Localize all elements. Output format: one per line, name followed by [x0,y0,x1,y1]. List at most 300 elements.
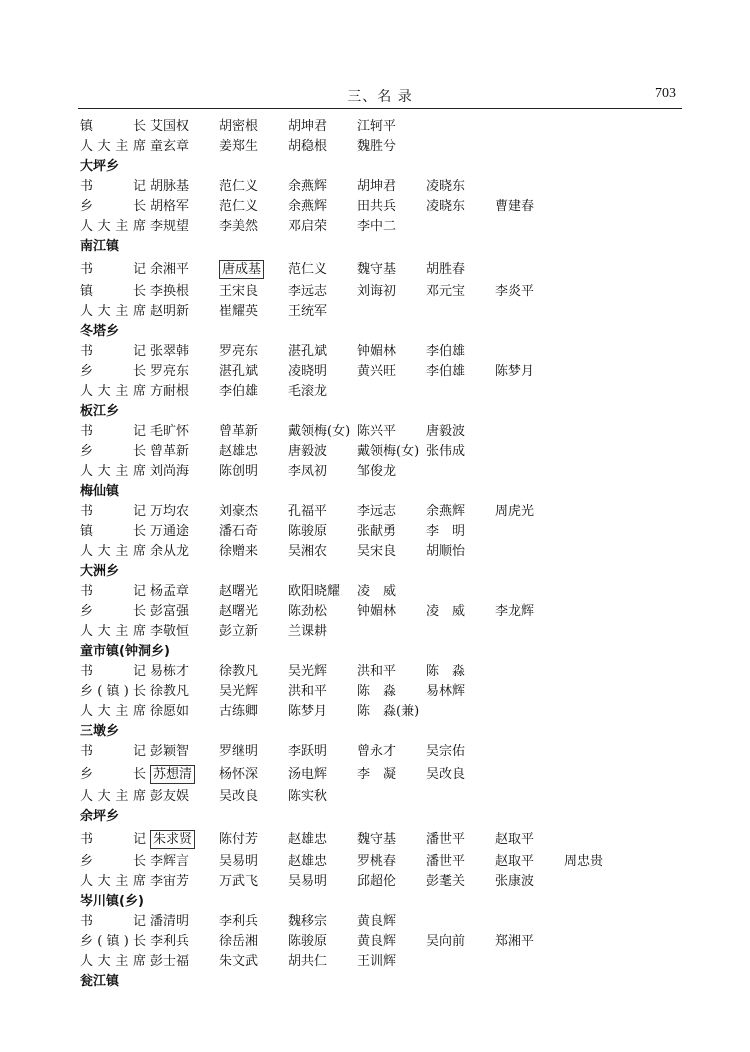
role-label: 书记 [80,344,146,359]
person-name [426,602,495,622]
person-name [426,762,495,787]
person-name [288,422,357,442]
name-text: 朱求贤 [150,830,195,849]
name-list [150,302,357,322]
name-text: 凌晓东 [426,179,466,194]
person-name [288,682,357,702]
person-name [495,852,564,872]
person-name [288,952,357,972]
person-name [357,502,426,522]
person-name [150,137,219,157]
name-list [150,217,426,237]
name-text: 徐愿如 [150,704,190,719]
person-name [219,177,288,197]
person-name [426,177,495,197]
person-name [357,952,426,972]
name-text: 钟媚林 [357,604,397,619]
role-label: 人大主席 [80,624,146,639]
person-name [219,582,288,602]
role-label: 乡长 [80,199,146,214]
name-text: 毛旷怀 [150,424,190,439]
name-list [150,382,357,402]
name-text: 彭立新 [219,624,259,639]
name-list [150,852,633,872]
person-name [564,852,633,872]
name-text: 湛孔斌 [219,364,259,379]
name-text: 赵曙光 [219,584,259,599]
name-text: 王训辉 [357,954,397,969]
person-name [219,522,288,542]
person-name [357,582,426,602]
person-name [219,502,288,522]
name-list [150,932,564,952]
name-text: 戴领梅(女) [357,444,420,459]
name-text: 陈 淼(兼) [357,704,420,719]
name-text: 陈骏原 [288,524,328,539]
name-text: 唐毅波 [426,424,466,439]
person-name [219,542,288,562]
name-list [150,622,357,642]
name-text: 李炎平 [495,284,535,299]
name-text: 凌 威 [426,604,466,619]
person-name [150,442,219,462]
person-name [150,662,219,682]
person-name [426,442,495,462]
person-name [288,342,357,362]
person-name [150,542,219,562]
name-text: 徐赠来 [219,544,259,559]
official-row [80,137,680,157]
name-text: 杨怀深 [219,767,259,782]
name-text: 毛滚龙 [288,384,328,399]
role-label: 人大主席 [80,219,146,234]
name-text: 万武飞 [219,874,259,889]
person-name [426,542,495,562]
name-text: 周忠贵 [564,854,604,869]
name-text: 徐岳湘 [219,934,259,949]
name-text: 李辉言 [150,854,190,869]
person-name [150,602,219,622]
role-label: 人大主席 [80,464,146,479]
person-name [219,952,288,972]
official-row [80,852,680,872]
name-list [150,742,495,762]
name-text: 吴宗佑 [426,744,466,759]
name-text: 赵取平 [495,832,535,847]
person-name [357,282,426,302]
person-name [426,522,495,542]
person-name [357,422,426,442]
person-name [219,602,288,622]
name-text: 崔耀英 [219,304,259,319]
person-name [288,762,357,787]
person-name [150,117,219,137]
name-text: 王统军 [288,304,328,319]
name-text: 张康波 [495,874,535,889]
name-text: 李中二 [357,219,397,234]
name-text: 彭耄关 [426,874,466,889]
town-heading: 板江乡 [80,404,120,419]
name-text: 潘石奇 [219,524,259,539]
official-row [80,952,680,972]
person-name [288,872,357,892]
person-name [357,762,426,787]
boxed-person-name [150,827,219,852]
role-label: 人大主席 [80,789,146,804]
person-name [426,852,495,872]
person-name [357,542,426,562]
person-name [150,912,219,932]
name-text: 胡顺怡 [426,544,466,559]
person-name [150,787,219,807]
name-list [150,137,426,157]
running-title: 三、名 录 [347,89,413,105]
name-text: 余燕辉 [426,504,466,519]
name-text: 湛孔斌 [288,344,328,359]
town-heading: 三墩乡 [80,724,120,739]
name-text: 陈创明 [219,464,259,479]
person-name [288,827,357,852]
person-name [357,702,426,722]
person-name [426,257,495,282]
person-name [426,502,495,522]
person-name [219,787,288,807]
person-name [150,217,219,237]
role-label: 乡(镇)长 [80,934,146,949]
name-text: 赵雄忠 [288,854,328,869]
person-name [288,932,357,952]
role-label: 镇长 [80,284,146,299]
person-name [288,137,357,157]
person-name [150,582,219,602]
person-name [150,362,219,382]
person-name [495,932,564,952]
role-label: 人大主席 [80,139,146,154]
official-row [80,602,680,622]
official-row [80,257,680,282]
name-text: 陈实秋 [288,789,328,804]
official-row [80,872,680,892]
person-name [288,462,357,482]
name-text: 汤电辉 [288,767,328,782]
person-name [219,912,288,932]
person-name [150,197,219,217]
name-text: 李换根 [150,284,190,299]
name-text: 洪和平 [357,664,397,679]
official-row [80,702,680,722]
person-name [219,382,288,402]
name-text: 古练卿 [219,704,259,719]
name-list [150,827,564,852]
name-text: 胡胜春 [426,262,466,277]
name-text: 李凤初 [288,464,328,479]
name-text: 罗亮东 [150,364,190,379]
name-text: 陈 淼 [426,664,466,679]
person-name [150,522,219,542]
person-name [288,117,357,137]
person-name [495,602,564,622]
name-text: 孔福平 [288,504,328,519]
name-text: 赵曙光 [219,604,259,619]
person-name [357,362,426,382]
person-name [357,932,426,952]
person-name [288,852,357,872]
name-text: 姜郑生 [219,139,259,154]
name-text: 唐成基 [219,260,264,279]
town-heading: 岑川镇(乡) [80,894,144,909]
person-name [219,742,288,762]
role-label: 镇长 [80,524,146,539]
name-text: 邓元宝 [426,284,466,299]
person-name [426,362,495,382]
name-text: 邱超伦 [357,874,397,889]
name-text: 范仁义 [288,262,328,277]
person-name [357,682,426,702]
official-row [80,382,680,402]
name-text: 陈劲松 [288,604,328,619]
person-name [219,762,288,787]
name-text: 吴易明 [219,854,259,869]
town-heading: 瓮江镇 [80,974,120,989]
name-text: 李 明 [426,524,466,539]
person-name [150,952,219,972]
name-text: 李宙芳 [150,874,190,889]
role-label: 乡长 [80,854,146,869]
name-text: 吴宋良 [357,544,397,559]
person-name [150,302,219,322]
person-name [150,702,219,722]
name-list [150,257,495,282]
person-name [150,382,219,402]
name-text: 余燕辉 [288,199,328,214]
name-text: 田共兵 [357,199,397,214]
person-name [288,542,357,562]
name-text: 李规望 [150,219,190,234]
name-text: 凌晓东 [426,199,466,214]
person-name [426,662,495,682]
name-text: 魏守基 [357,262,397,277]
name-list [150,522,495,542]
name-text: 苏想清 [150,765,195,784]
role-label: 乡长 [80,767,146,782]
name-text: 范仁义 [219,179,259,194]
name-list [150,702,426,722]
name-text: 胡格军 [150,199,190,214]
name-list [150,762,495,787]
name-text: 胡脉基 [150,179,190,194]
official-row [80,177,680,197]
person-name [150,282,219,302]
name-text: 罗桃春 [357,854,397,869]
name-text: 刘尚海 [150,464,190,479]
name-text: 黄良辉 [357,914,397,929]
directory-listing [80,117,680,992]
person-name [219,137,288,157]
name-text: 唐毅波 [288,444,328,459]
name-text: 方耐根 [150,384,190,399]
official-row [80,422,680,442]
person-name [219,342,288,362]
person-name [288,912,357,932]
role-label: 书记 [80,744,146,759]
name-text: 黄兴旺 [357,364,397,379]
person-name [357,912,426,932]
name-text: 李伯雄 [426,344,466,359]
name-text: 李伯雄 [219,384,259,399]
name-text: 刘诲初 [357,284,397,299]
person-name [150,342,219,362]
name-text: 吴光辉 [219,684,259,699]
town-heading: 童市镇(钟洞乡) [80,644,170,659]
name-text: 胡坤君 [357,179,397,194]
name-text: 胡密根 [219,119,259,134]
official-row [80,342,680,362]
official-row [80,217,680,237]
person-name [426,422,495,442]
person-name [357,602,426,622]
page-header [78,86,682,109]
name-text: 吴光辉 [288,664,328,679]
role-label: 书记 [80,584,146,599]
role-label: 人大主席 [80,304,146,319]
person-name [219,827,288,852]
official-row [80,502,680,522]
name-text: 童玄章 [150,139,190,154]
official-row [80,582,680,602]
official-row [80,282,680,302]
name-text: 徐教凡 [150,684,190,699]
person-name [288,522,357,542]
role-label: 镇长 [80,119,146,134]
person-name [150,462,219,482]
person-name [495,362,564,382]
name-text: 赵取平 [495,854,535,869]
role-label: 人大主席 [80,874,146,889]
person-name [219,462,288,482]
name-text: 陈梦月 [288,704,328,719]
name-text: 陈兴平 [357,424,397,439]
name-text: 张献勇 [357,524,397,539]
name-text: 彭富强 [150,604,190,619]
person-name [357,177,426,197]
name-text: 王宋良 [219,284,259,299]
role-label: 乡长 [80,364,146,379]
name-text: 潘世平 [426,854,466,869]
name-text: 江轲平 [357,119,397,134]
role-label: 乡(镇)长 [80,684,146,699]
name-text: 易栋才 [150,664,190,679]
person-name [357,827,426,852]
name-text: 刘豪杰 [219,504,259,519]
official-row [80,762,680,787]
person-name [150,682,219,702]
name-text: 李远志 [357,504,397,519]
person-name [150,257,219,282]
boxed-person-name [219,257,288,282]
name-text: 魏胜兮 [357,139,397,154]
role-label: 乡长 [80,604,146,619]
name-text: 凌 威 [357,584,397,599]
person-name [357,442,426,462]
name-text: 李伯雄 [426,364,466,379]
official-row [80,462,680,482]
name-text: 彭友娱 [150,789,190,804]
role-label: 人大主席 [80,704,146,719]
name-text: 戴领梅(女) [288,424,351,439]
person-name [288,382,357,402]
name-text: 彭士福 [150,954,190,969]
role-label: 人大主席 [80,954,146,969]
name-text: 曾永才 [357,744,397,759]
person-name [426,742,495,762]
person-name [219,872,288,892]
name-list [150,177,495,197]
person-name [288,442,357,462]
person-name [288,257,357,282]
person-name [357,872,426,892]
name-text: 余从龙 [150,544,190,559]
name-text: 潘清明 [150,914,190,929]
person-name [219,282,288,302]
official-row [80,362,680,382]
official-row [80,117,680,137]
person-name [219,932,288,952]
person-name [150,742,219,762]
page-number: 703 [655,86,676,101]
person-name [288,217,357,237]
name-list [150,197,564,217]
person-name [288,702,357,722]
name-text: 郑湘平 [495,934,535,949]
official-row [80,682,680,702]
person-name [426,282,495,302]
name-list [150,682,495,702]
name-text: 周虎光 [495,504,535,519]
official-row [80,197,680,217]
name-text: 赵雄忠 [288,832,328,847]
name-text: 胡稳根 [288,139,328,154]
name-text: 曹建春 [495,199,535,214]
name-list [150,602,564,622]
person-name [219,682,288,702]
person-name [357,137,426,157]
name-text: 李利兵 [219,914,259,929]
name-text: 黄良辉 [357,934,397,949]
person-name [426,342,495,362]
name-text: 杨孟章 [150,584,190,599]
name-text: 李跃明 [288,744,328,759]
role-label: 书记 [80,424,146,439]
name-text: 邓启荣 [288,219,328,234]
name-text: 洪和平 [288,684,328,699]
name-text: 彭颖智 [150,744,190,759]
role-label: 人大主席 [80,384,146,399]
name-text: 万均农 [150,504,190,519]
role-label: 人大主席 [80,544,146,559]
person-name [357,217,426,237]
person-name [219,442,288,462]
boxed-person-name [150,762,219,787]
town-heading: 大坪乡 [80,159,120,174]
name-text: 陈骏原 [288,934,328,949]
name-text: 张翠韩 [150,344,190,359]
name-text: 曾革新 [219,424,259,439]
name-text: 罗亮东 [219,344,259,359]
name-list [150,422,495,442]
name-text: 吴向前 [426,934,466,949]
official-row [80,662,680,682]
name-text: 胡坤君 [288,119,328,134]
